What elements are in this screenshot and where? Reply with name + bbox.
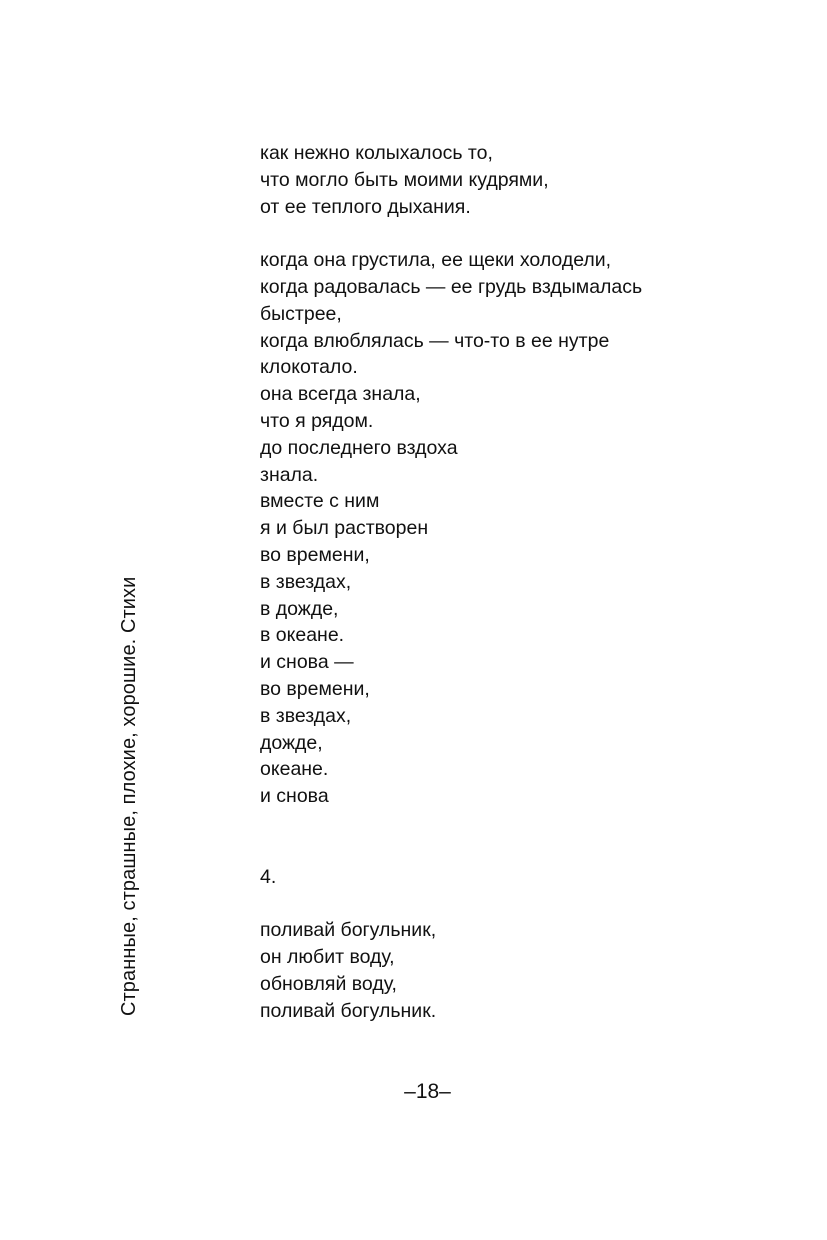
- poem-number: 4.: [260, 865, 277, 888]
- poem-line: в океане.: [260, 624, 345, 647]
- poem-line: я и был растворен: [260, 517, 429, 540]
- poem-line: клокотало.: [260, 356, 358, 379]
- poem-line: что могло быть моими кудрями,: [260, 168, 549, 191]
- poem-line: она всегда знала,: [260, 383, 421, 406]
- poem-line: вместе с ним: [260, 490, 380, 513]
- poem-line: знала.: [260, 463, 319, 486]
- section-gap: [260, 810, 780, 864]
- stanza-gap: [260, 890, 780, 917]
- poem-line: обновляй воду,: [260, 972, 397, 995]
- poem-line: когда влюблялась — что-то в ее нутре: [260, 329, 610, 352]
- poem-line: когда радовалась — ее грудь вздымалась: [260, 275, 643, 298]
- poem-line: в звездах,: [260, 570, 352, 593]
- poem-line: поливай богульник.: [260, 999, 437, 1022]
- poem-line: что я рядом.: [260, 409, 374, 432]
- stanza-gap: [260, 220, 780, 247]
- poem-line: от ее теплого дыхания.: [260, 195, 471, 218]
- stanza: [260, 917, 780, 1024]
- stanza: [260, 247, 780, 810]
- poem-line: во времени,: [260, 543, 370, 566]
- poem-line: и снова —: [260, 651, 354, 674]
- page-number: –18–: [404, 1080, 451, 1103]
- poem-line: когда она грустила, ее щеки холодели,: [260, 249, 612, 272]
- stanza: [260, 140, 780, 220]
- poem-text: [260, 140, 780, 1024]
- poem-line: и снова: [260, 785, 329, 808]
- poem-line: до последнего вздоха: [260, 436, 458, 459]
- poem-line: в дожде,: [260, 597, 339, 620]
- poem-line: во времени,: [260, 677, 370, 700]
- poem-line: быстрее,: [260, 302, 342, 325]
- poem-line: дожде,: [260, 731, 323, 754]
- poem-line: поливай богульник,: [260, 919, 437, 942]
- poem-line: он любит воду,: [260, 945, 395, 968]
- poem-line: в звездах,: [260, 704, 352, 727]
- poem-line: океане.: [260, 758, 329, 781]
- running-title: Странные, страшные, плохие, хорошие. Стихи: [118, 576, 140, 1016]
- poem-line: как нежно колыхалось то,: [260, 142, 493, 164]
